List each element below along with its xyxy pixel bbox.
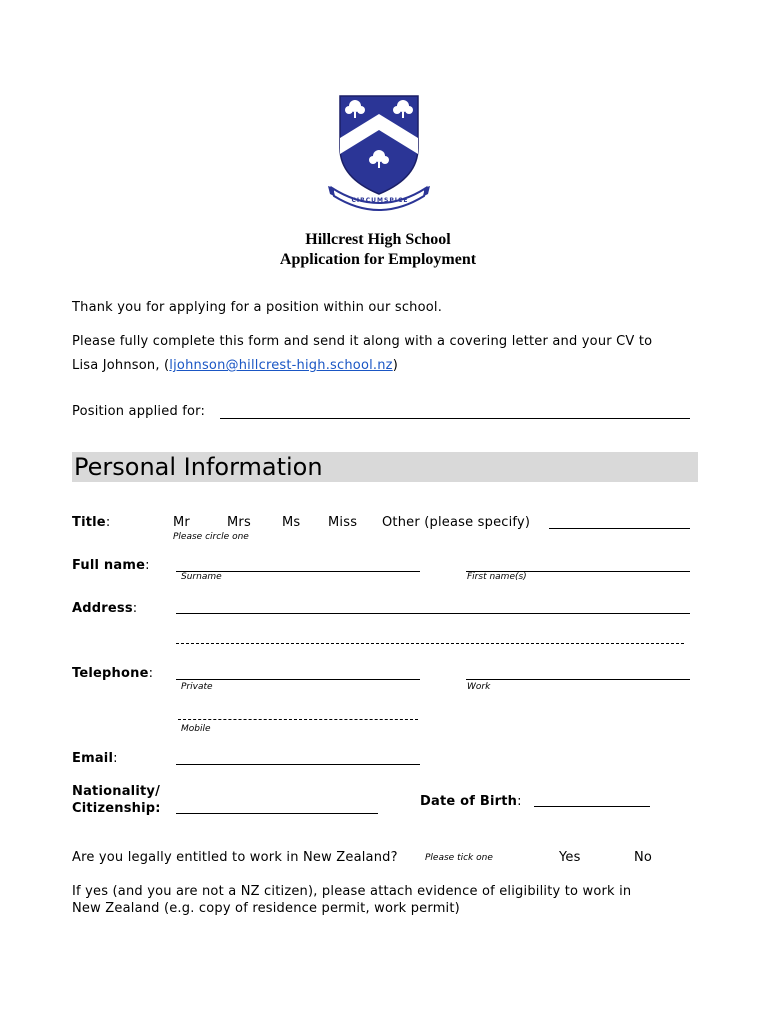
surname-caption: Surname [181,572,222,582]
title-hint: Please circle one [173,532,249,542]
dob-field[interactable] [534,806,650,807]
intro-contact [72,358,398,373]
position-field[interactable] [220,418,690,419]
intro-instructions: Please fully complete this form and send it along with a covering letter and your CV to [72,334,653,349]
contact-email-link[interactable]: ljohnson@hillcrest-high.school.nz [169,358,393,373]
title-option-ms[interactable]: Ms [282,515,301,530]
full-name-label: Full name: [72,558,150,573]
position-label: Position applied for: [72,404,206,419]
work-no-option[interactable]: No [634,850,653,865]
address-field-line1[interactable] [176,613,690,614]
evidence-line1: If yes (and you are not a NZ citizen), please attach evidence of eligibility to work in [72,884,632,899]
telephone-work-caption: Work [467,682,491,692]
telephone-work-field[interactable] [466,679,690,680]
nationality-label-line1: Nationality/ [72,784,161,799]
first-names-caption: First name(s) [467,572,527,582]
crest-motto: CIRCUMSPICE [351,197,409,204]
evidence-line2: New Zealand (e.g. copy of residence permit, work permit) [72,901,460,916]
title-other-field[interactable] [549,528,690,529]
dob-label: Date of Birth: [420,794,522,809]
email-label: Email: [72,751,118,766]
school-name: Hillcrest High School [305,231,451,248]
telephone-mobile-field[interactable] [178,719,418,720]
title-option-mrs[interactable]: Mrs [227,515,251,530]
address-field-line2[interactable] [176,643,684,644]
nationality-field[interactable] [176,813,378,814]
work-hint: Please tick one [425,853,493,863]
title-option-mr[interactable]: Mr [173,515,190,530]
contact-suffix: ) [392,358,398,373]
title-label: Title: [72,515,111,530]
section-title: Personal Information [74,453,323,481]
address-label: Address: [72,601,138,616]
title-option-miss[interactable]: Miss [328,515,358,530]
email-field[interactable] [176,764,420,765]
title-other-label: Other (please specify) [382,515,531,530]
telephone-private-field[interactable] [176,679,420,680]
telephone-label: Telephone: [72,666,154,681]
work-question: Are you legally entitled to work in New Zealand? [72,850,398,865]
nationality-label-line2: Citizenship: [72,801,161,816]
telephone-mobile-caption: Mobile [181,724,211,734]
work-yes-option[interactable]: Yes [559,850,581,865]
intro-thanks: Thank you for applying for a position within our school. [72,300,443,315]
contact-prefix: Lisa Johnson, ( [72,358,170,373]
telephone-private-caption: Private [181,682,213,692]
form-title: Application for Employment [279,251,477,268]
